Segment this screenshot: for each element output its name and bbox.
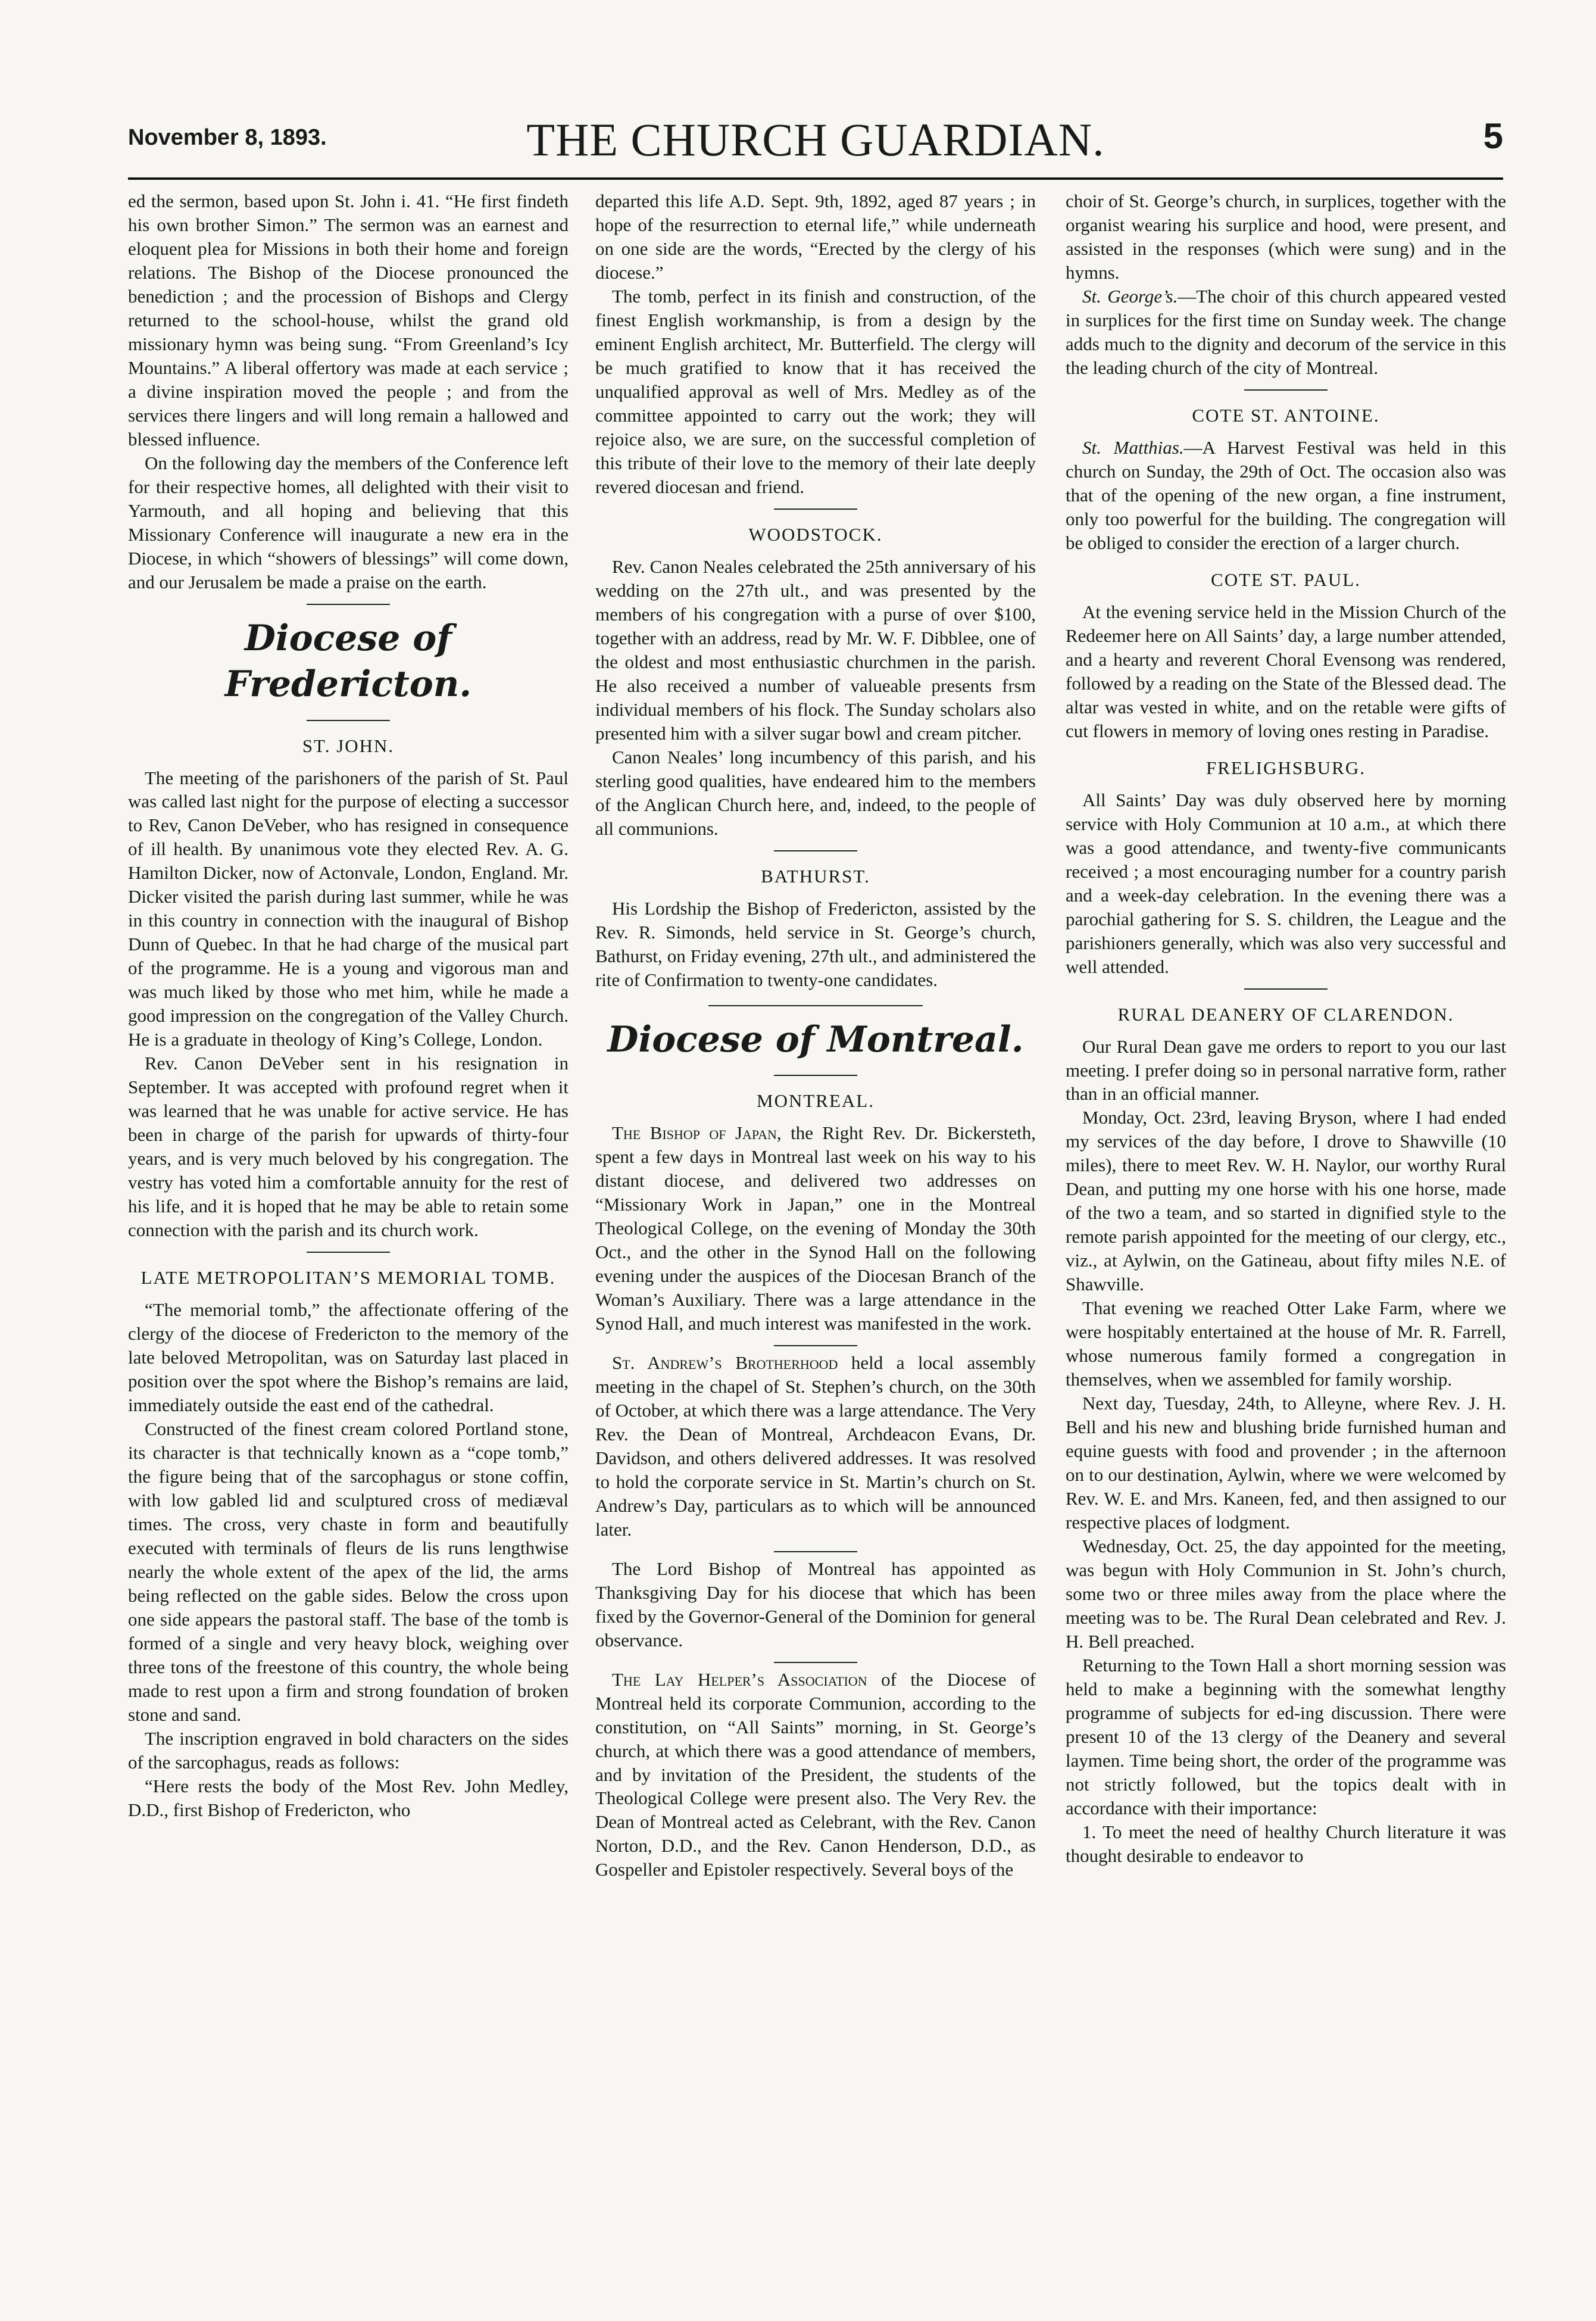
divider <box>774 1075 857 1076</box>
divider <box>1244 988 1328 990</box>
column-2 <box>595 189 1036 2297</box>
divider <box>774 1345 857 1346</box>
divider <box>774 1551 857 1552</box>
column-3 <box>1066 189 1506 2297</box>
paragraph <box>1066 436 1506 555</box>
paragraph: At the evening service held in the Mission Church of the Redeemer here on All Saints’ day, a large number attended, and a hearty and reverent Choral Evensong was rendered, followed by a reading on the State of the Blessed dead. The altar was vested in white, and on the retable were gifts of cut flowers in memory of loving ones resting in Paradise. <box>1066 601 1506 741</box>
newspaper-title: THE CHURCH GUARDIAN. <box>526 114 1105 166</box>
paragraph: Rev. Canon Neales celebrated the 25th anniversary of his wedding on the 27th ult., and was presented by the members of his congregation with a purse of over $100, together with an address, read by Mr. W. F. Dibblee, one of the oldest and most enthusiastic churchmen in the parish. He also received a number of valueable presents frsm individual members of his flock. The Sunday scholars also presented him with a silver sugar bowl and cream pitcher. <box>595 556 1036 744</box>
paragraph <box>595 1121 1036 1336</box>
issue-date: November 8, 1893. <box>128 125 327 150</box>
paragraph: The meeting of the parishoners of the parish of St. Paul was called last night for the purpose of electing a successor to Rev, Canon DeVeber, who has resigned in consequence of ill health. By unanimous vote they elected Rev. A. G. Hamilton Dicker, now of Actonvale, London, England. Mr. Dicker visited the parish during last summer, while he was in this country in connection with the inaugural of Bishop Dunn of Quebec. In that he had charge of the musical part of the programme. He is a young and vigorous man and was much liked by those who met him, while he made a good impression on the congregation of the Valley Church. He is a graduate in theology of King’s College, London. <box>128 767 569 1050</box>
subheading-st-john: ST. JOHN. <box>302 735 395 756</box>
paragraph: The tomb, perfect in its finish and construction, of the finest English workmanship, is from a design by the eminent English architect, Mr. Butterfield. The clergy will be much gratified to know that it has received the unqualified approval as well of Mrs. Medley as of the committee appointed to carry out the work; they will rejoice also, we are sure, on the successful completion of this tribute of their love to the memory of their late deeply revered diocesan and friend. <box>595 285 1036 497</box>
divider <box>307 604 390 605</box>
section-heading-fredericton: Diocese of Fredericton. <box>224 617 472 706</box>
lead-in: The Lay Helper’s Association <box>612 1668 867 1690</box>
paragraph: choir of St. George’s church, in surplices, together with the organist wearing his surplice and hood, were present, and assisted in the responses (which were sung) and in the hymns. <box>1066 191 1506 283</box>
subheading-cote-st-antoine: COTE ST. ANTOINE. <box>1192 404 1380 426</box>
paragraph: Next day, Tuesday, 24th, to Alleyne, where Rev. J. H. Bell and his new and blushing bride furnished human and equine guests with food and provender ; in the afternoon on to our destination, Aylwin, where we were welcomed by Rev. W. E. and Mrs. Kaneen, fed, and then assigned to our respective places of lodgment. <box>1066 1393 1506 1533</box>
subheading-memorial-tomb: LATE METROPOLITAN’S MEMORIAL TOMB. <box>140 1267 556 1289</box>
paragraph-text: held a local assembly meeting in the chapel of St. Stephen’s church, on the 30th of October, at which there was a large attendance. The Very Rev. the Dean of Montreal, Archdeacon Evans, Dr. Davidson, and others delivered addresses. It was resolved to hold the corporate service in St. Martin’s church on St. Andrew’s Day, particulars as to which will be announced later. <box>595 1352 1036 1540</box>
paragraph-text: the Right Rev. Dr. Bickersteth, spent a few days in Montreal last week on his way to his distant diocese, and delivered two addresses on “Missionary Work in Japan,” one in the Montreal Theological College, on the evening of Monday the 30th Oct., and the other in the Synod Hall on the following evening under the auspices of the Diocesan Branch of the Woman’s Auxiliary. There was a large attendance in the Synod Hall, and much interest was manifested in the work. <box>595 1122 1036 1334</box>
paragraph: The inscription engraved in bold characters on the sides of the sarcophagus, reads as follows: <box>128 1727 569 1773</box>
paragraph: ed the sermon, based upon St. John i. 41. “He first findeth his own brother Simon.” The sermon was an earnest and eloquent plea for Missions in both their home and foreign relations. The Bishop of the Diocese pronounced the benediction ; and the procession of Bishops and Clergy returned to the school-house, whilst the grand old missionary hymn was being sung. “From Greenland’s Icy Mountains.” A liberal offertory was made at each service ; a divine inspiration moved the people ; and from the services there lingers and will long remain a hallowed and blessed influence. <box>128 191 569 450</box>
divider <box>774 509 857 510</box>
subheading-montreal: MONTREAL. <box>757 1090 874 1111</box>
page-number: 5 <box>1483 116 1503 156</box>
lead-in: St. George’s. <box>1082 285 1178 307</box>
paragraph: That evening we reached Otter Lake Farm, where we were hospitably entertained at the house of Mr. R. Farrell, whose numerous family formed a congregation in themselves, when we assembled for family worship. <box>1066 1297 1506 1390</box>
paragraph: Wednesday, Oct. 25, the day appointed for the meeting, was begun with Holy Communion in St. John’s church, some two or three miles away from the place where the meeting was to be. The Rural Dean celebrated and Rev. J. H. Bell preached. <box>1066 1536 1506 1652</box>
paragraph: departed this life A.D. Sept. 9th, 1892, aged 87 years ; in hope of the resurrection to eternal life,” while underneath on one side are the words, “Erected by the clergy of his diocese.” <box>595 191 1036 283</box>
subheading-cote-st-paul: COTE ST. PAUL. <box>1211 569 1361 590</box>
paragraph: “Here rests the body of the Most Rev. John Medley, D.D., first Bishop of Fredericton, who <box>128 1775 569 1820</box>
paragraph: “The memorial tomb,” the affectionate offering of the clergy of the diocese of Fredericton to the memory of the late beloved Metropolitan, was on Saturday last placed in position over the spot where the Bishop’s remains are laid, immediately outside the east end of the cathedral. <box>128 1299 569 1416</box>
subheading-frelighsburg: FRELIGHSBURG. <box>1205 757 1366 778</box>
lead-in: St. Matthias. <box>1082 436 1184 458</box>
divider <box>774 1662 857 1663</box>
subheading-bathurst: BATHURST. <box>761 865 870 887</box>
lead-in: The Bishop of Japan, <box>612 1122 782 1143</box>
paragraph: 1. To meet the need of healthy Church literature it was thought desirable to endeavor to <box>1066 1821 1506 1866</box>
paragraph-text: of the Diocese of Montreal held its corporate Communion, according to the constitution, on “All Saints” morning, in St. George’s church, at which there was a good attendance of members, and by invitation of the President, the students of the Theological College were present also. The Very Rev. the Dean of Montreal acted as Celebrant, with the Rev. Canon Norton, D.D., and the Rev. Canon Henderson, D.D., as Gospeller and Epistoler respectively. Several boys of the <box>595 1668 1036 1880</box>
lead-in: St. Andrew’s Brotherhood <box>612 1352 838 1373</box>
section-heading-montreal: Diocese of Montreal. <box>607 1018 1024 1060</box>
paragraph: Monday, Oct. 23rd, leaving Bryson, where I had ended my services of the day before, I drove to Shawville (10 miles), there to meet Rev. W. H. Naylor, our worthy Rural Dean, and putting my one horse with his one horse, made of the two a team, and so started in dignified style to the remote parish appointed for the meeting of our clergy, etc., viz., at Aylwin, on the Gatineau, about fifty miles N.E. of Shawville. <box>1066 1107 1506 1295</box>
paragraph <box>595 1351 1036 1542</box>
masthead-rule <box>128 177 1503 180</box>
paragraph: His Lordship the Bishop of Fredericton, assisted by the Rev. R. Simonds, held service in St. George’s church, Bathurst, on Friday evening, 27th ult., and administered the rite of Confirmation to twenty-one candidates. <box>595 897 1036 990</box>
column-1 <box>128 189 569 2297</box>
paragraph <box>595 1668 1036 1882</box>
paragraph <box>1066 285 1506 380</box>
paragraph: Returning to the Town Hall a short morning session was held to make a beginning with the somewhat lengthy programme of subjects for ed-ing discussion. There were present 10 of the 13 clergy of the Deanery and several laymen. Time being short, the order of the programme was not strictly followed, but the topics dealt with in accordance with their importance: <box>1066 1655 1506 1819</box>
divider <box>1244 389 1328 391</box>
paragraph-text: —The choir of this church appeared vested in surplices for the first time on Sunday week. The change adds much to the dignity and decorum of the service in this the leading church of the city of Montreal. <box>1066 285 1506 378</box>
paragraph-text: —A Harvest Festival was held in this church on Sunday, the 29th of Oct. The occasion also was that of the opening of the new organ, a fine instrument, only too powerful for the building. The congregation will be obliged to consider the erection of a larger church. <box>1066 436 1506 553</box>
paragraph: Canon Neales’ long incumbency of this parish, and his sterling good qualities, have endeared him to the members of the Anglican Church here, and, indeed, to the people of all communions. <box>595 746 1036 839</box>
divider <box>307 1252 390 1253</box>
paragraph: The Lord Bishop of Montreal has appointed as Thanksgiving Day for his diocese that which has been fixed by the Governor-General of the Dominion for general observance. <box>595 1558 1036 1651</box>
divider <box>708 1005 923 1006</box>
divider <box>307 720 390 721</box>
paragraph: All Saints’ Day was duly observed here by morning service with Holy Communion at 10 a.m., at which there was a good attendance, and twenty-five communicants received ; a most encouraging number for a country parish and a week-day celebration. In the evening there was a parochial gathering for S. S. children, the League and the parishioners generally, which was also very successful and well attended. <box>1066 789 1506 977</box>
paragraph: Rev. Canon DeVeber sent in his resignation in September. It was accepted with profound regret when it was learned that he was unable for active service. He has been in charge of the parish for upwards of thirty-four years, and is very much beloved by his congregation. The vestry has voted him a comfortable annuity for the rest of his life, and it is hoped that he may be able to retain some connection with the parish and its church work. <box>128 1053 569 1241</box>
paragraph: Our Rural Dean gave me orders to report to you our last meeting. I prefer doing so in personal narrative form, rather than in an official manner. <box>1066 1035 1506 1105</box>
paragraph: Constructed of the finest cream colored Portland stone, its character is that technically known as a “cope tomb,” the figure being that of the sarcophagus or stone coffin, with low gabled lid and sculptured cross of mediæval times. The cross, very chaste in form and beautifully executed with terminals of fleurs de lis runs lengthwise nearly the whole extent of the apex of the lid, the arms being reflected on the gable sides. Below the cross upon one side appears the pastoral staff. The base of the tomb is formed of a single and very heavy block, weighing over three tons of the freestone of this country, the whole being made to rest upon a firm and strong foundation of broken stone and sand. <box>128 1418 569 1725</box>
paragraph: On the following day the members of the Conference left for their respective homes, all delighted with their visit to Yarmouth, and all hoping and believing that this Missionary Conference will inaugurate a new era in the Diocese, in which “showers of blessings” will come down, and our Jerusalem be made a praise on the earth. <box>128 452 569 592</box>
subheading-clarendon: RURAL DEANERY OF CLARENDON. <box>1117 1003 1454 1025</box>
masthead <box>128 113 1503 179</box>
subheading-woodstock: WOODSTOCK. <box>748 523 883 545</box>
divider <box>774 850 857 851</box>
